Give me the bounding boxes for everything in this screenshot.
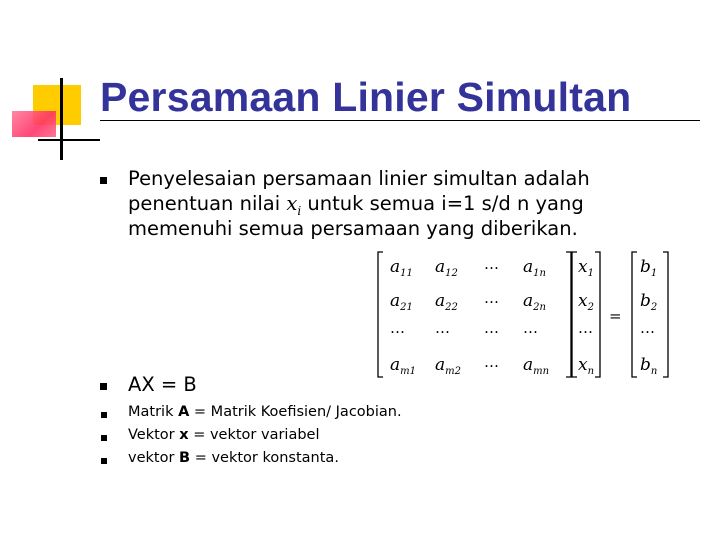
matrix-a-entry: $a_{11}$ <box>390 257 413 279</box>
definition-line <box>128 402 402 423</box>
variable-x: x <box>286 192 298 215</box>
bullet-1-line-2-before: penentuan nilai <box>128 192 287 215</box>
bullet-1-line-2-after: untuk semua i=1 s/d n yang <box>301 192 584 215</box>
matrix-equation <box>370 244 675 384</box>
bullet-marker <box>101 435 107 441</box>
vector-x-entry: … <box>578 319 593 337</box>
vector-x-entry: $x_1$ <box>578 257 594 279</box>
vector-x-left-bracket <box>572 252 577 377</box>
bullet-1-line-3: memenuhi semua persamaan yang diberikan. <box>128 217 578 240</box>
matrix-a-entry: … <box>523 319 538 337</box>
matrix-a-left-bracket <box>378 252 383 377</box>
matrix-a-entry: $a_{2n}$ <box>523 291 546 313</box>
variable-x-subscript: i <box>297 203 302 218</box>
decoration-corner-graphic <box>0 0 100 170</box>
definition-line <box>128 448 339 469</box>
equals-sign: = <box>609 307 622 325</box>
vector-b-left-bracket <box>632 252 637 377</box>
vector-b-entry: $b_n$ <box>640 355 658 377</box>
vector-b-entry: $b_2$ <box>640 291 658 313</box>
matrix-a-entry: $a_{12}$ <box>435 257 458 279</box>
matrix-a-entry: … <box>484 255 499 273</box>
definition-symbol: x <box>179 427 189 443</box>
definition-line <box>128 425 320 446</box>
decoration-horizontal-line <box>38 139 100 141</box>
matrix-a-right-bracket <box>566 252 571 377</box>
decoration-red-square <box>12 111 56 137</box>
decoration-vertical-line <box>60 78 63 160</box>
matrix-a-entry: … <box>484 319 499 337</box>
definition-meaning: = vektor variabel <box>188 427 320 443</box>
bullet-marker <box>101 412 107 418</box>
vector-b-entry: … <box>640 319 655 337</box>
matrix-a-entry: … <box>390 319 405 337</box>
vector-b-right-bracket <box>663 252 668 377</box>
definition-prefix: vektor <box>128 450 180 466</box>
definition-symbol: B <box>179 450 191 466</box>
vector-b-entry: $b_1$ <box>640 257 658 279</box>
definition-meaning: = vektor konstanta. <box>190 450 339 466</box>
definition-symbol: A <box>178 404 190 420</box>
bullet-marker <box>100 383 107 390</box>
vector-x-entry: $x_2$ <box>578 291 594 313</box>
matrix-a-entry: … <box>484 289 499 307</box>
bullet-1-line-1: Penyelesaian persamaan linier simultan adalah <box>128 167 590 190</box>
equation-ax-b: AX = B <box>128 373 197 396</box>
matrix-a-entry: $a_{1n}$ <box>523 257 546 279</box>
page-title: Persamaan Linier Simultan <box>100 74 632 120</box>
definition-meaning: = Matrik Koefisien/ Jacobian. <box>189 404 402 420</box>
matrix-a-entry: … <box>435 319 450 337</box>
definition-prefix: Vektor <box>128 427 180 443</box>
definition-prefix: Matrik <box>128 404 179 420</box>
matrix-a-entry: … <box>484 353 499 371</box>
matrix-a-entry: $a_{22}$ <box>435 291 458 313</box>
matrix-a-entry: $a_{mn}$ <box>523 355 550 377</box>
matrix-a-entry: $a_{m1}$ <box>390 355 416 377</box>
bullet-marker <box>100 177 107 184</box>
matrix-a-entry: $a_{21}$ <box>390 291 413 313</box>
bullet-marker <box>101 458 107 464</box>
matrix-a-entry: $a_{m2}$ <box>435 355 461 377</box>
vector-x-entry: $x_n$ <box>578 355 595 377</box>
vector-x-right-bracket <box>595 252 600 377</box>
